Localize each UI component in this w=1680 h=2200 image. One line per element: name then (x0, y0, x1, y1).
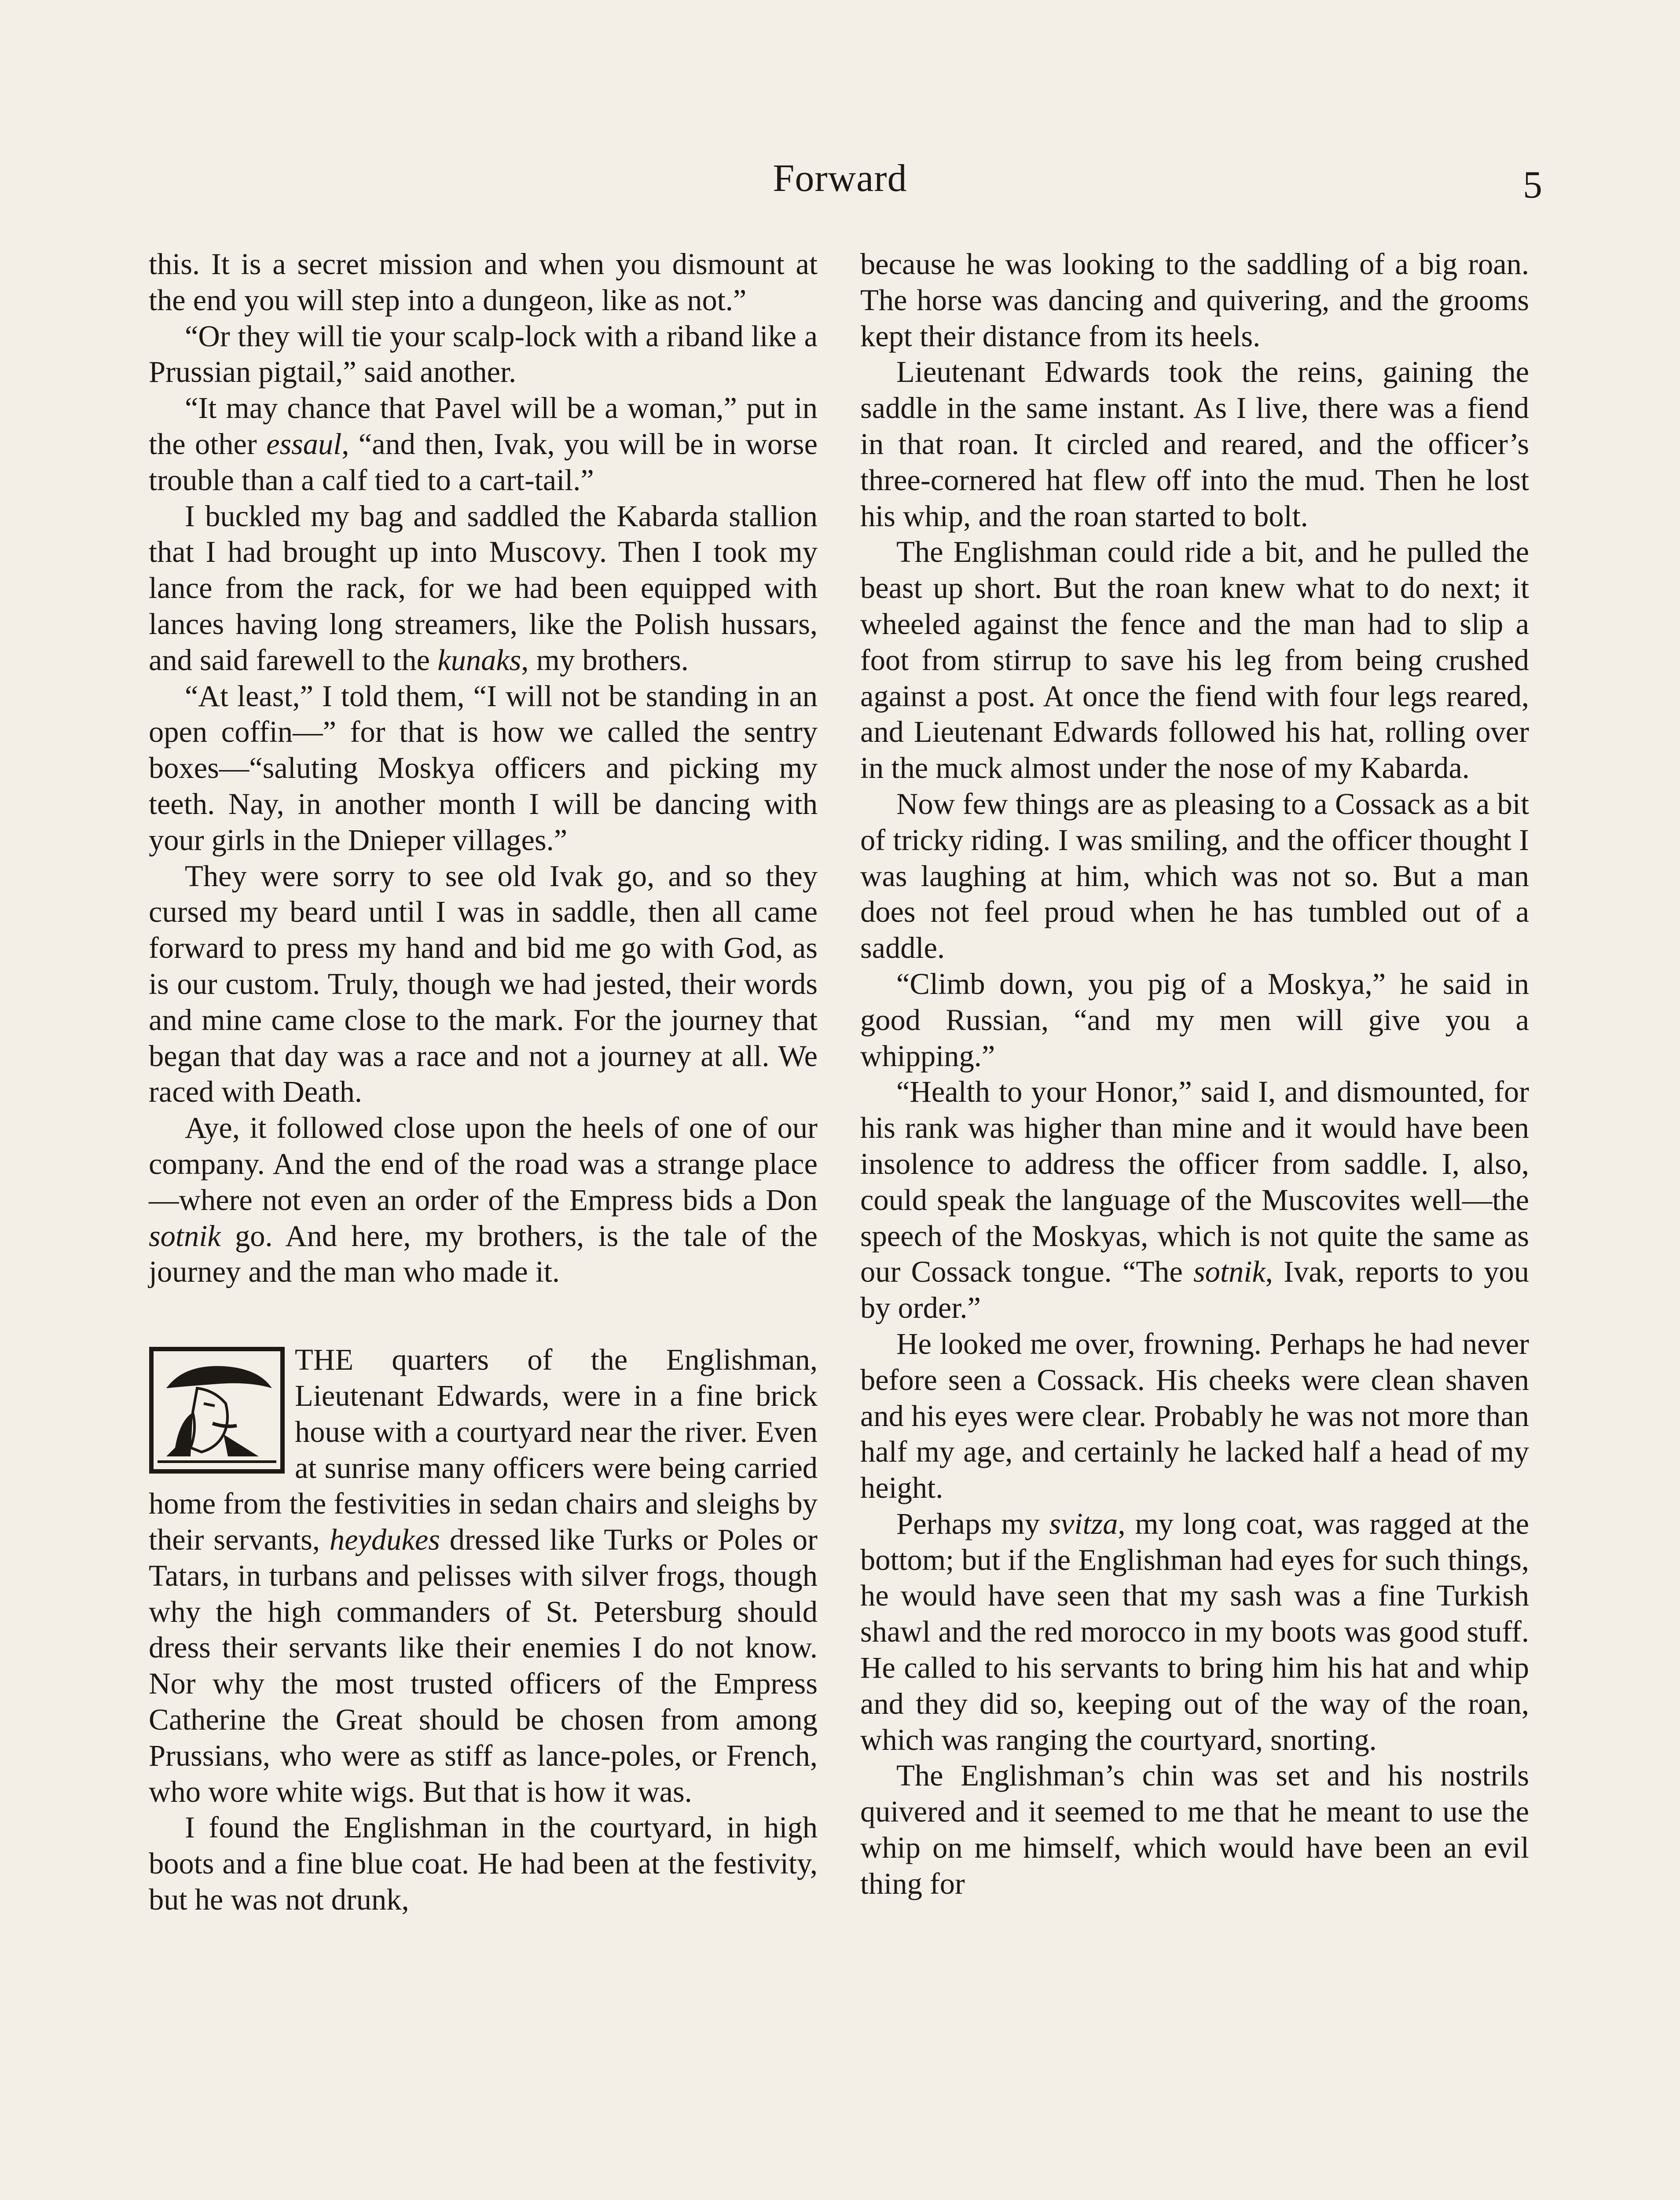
right-column-paragraph: The Englishman could ride a bit, and he pulled the beast up short. But the roan knew what to do next; it wheeled against the fence and the man had to slip a foot from stirrup to save his leg from being crushed against a post. At once the fiend with four legs reared, and Lieutenant Edwards followed his hat, rolling over in the muck almost under the nose of my Kabarda. (860, 535, 1529, 785)
left-column-paragraph: Aye, it followed close upon the heels of one of our company. And the end of the road was a strange place—where not even an order of the Empress bids a Don sotnik go. And here, my brothers, is the tale of the journey and the man who made it. (149, 1111, 818, 1289)
left-column-paragraph: “It may chance that Pavel will be a woman,” put in the other essaul, “and then, Ivak, you will be in worse trouble than a calf tied to a cart-tail.” (149, 391, 818, 497)
right-column-paragraph: Now few things are as pleasing to a Cossack as a bit of tricky riding. I was smiling, and the officer thought I was laughing at him, which was not so. But a man does not feel proud when he has tumbled out of a saddle. (860, 787, 1529, 965)
page-number: 5 (1523, 164, 1542, 206)
right-column-paragraph: Lieutenant Edwards took the reins, gaining the saddle in the same instant. As I live, there was a fiend in that roan. It circled and reared, and the officer’s three-cornered hat flew off into the mud. Then he lost his whip, and the roan started to bolt. (860, 355, 1529, 533)
left-column-paragraph: “At least,” I told them, “I will not be standing in an open coffin—” for that is how we called the sentry boxes—“saluting Moskya officers and picking my teeth. Nay, in another month I will be dancing with your girls in the Dnieper villages.” (149, 679, 818, 857)
italic-term: kunaks (437, 643, 521, 677)
right-column-paragraph: “Health to your Honor,” said I, and dismounted, for his rank was higher than mine and it would have been insolence to address the officer from saddle. I, also, could speak the language of the Muscovites well—the speech of the Moskyas, which is not quite the same as our Cossack tongue. “The sotnik, Ivak, reports to you by order.” (860, 1075, 1529, 1325)
woodcut-portrait-icon (149, 1346, 285, 1474)
right-column-paragraph: Perhaps my svitza, my long coat, was ragged at the bottom; but if the Englishman had eyes for such things, he would have seen that my sash was a fine Turkish shawl and the red morocco in my boots was good stuff. He called to his servants to bring him his hat and whip and they did so, keeping out of the way of the roan, which was ranging the courtyard, snorting. (860, 1507, 1530, 1756)
right-column-paragraph: because he was looking to the saddling of a big roan. The horse was dancing and quivering, and the grooms kept their distance from its heels. (860, 247, 1529, 353)
left-column-paragraph: They were sorry to see old Ivak go, and so they cursed my beard until I was in saddle, then all came forward to press my hand and bid me go with God, as is our custom. Truly, though we had jested, their words and mine came close to the mark. For the journey that began that day was a race and not a journey at all. We raced with Death. (149, 859, 818, 1109)
italic-term: sotnik (149, 1219, 221, 1253)
right-column (860, 246, 1529, 1902)
page-title: Forward (773, 157, 907, 200)
left-column (149, 246, 818, 1918)
left-column-paragraph: “Or they will tie your scalp-lock with a riband like a Prussian pigtail,” said another. (149, 319, 818, 389)
right-column-paragraph: The Englishman’s chin was set and his nostrils quivered and it seemed to me that he meant to use the whip on me himself, which would have been an evil thing for (860, 1759, 1529, 1900)
left-column-paragraph: I buckled my bag and saddled the Kabarda stallion that I had brought up into Muscovy. Then I took my lance from the rack, for we had been equipped with lances having long streamers, like the Polish hussars, and said farewell to the kunaks, my brothers. (149, 499, 818, 677)
left-column-paragraph: this. It is a secret mission and when you dismount at the end you will step into a dungeon, like as not.” (149, 247, 818, 317)
italic-term: heydukes (329, 1523, 440, 1557)
right-column-paragraph: He looked me over, frowning. Perhaps he had never before seen a Cossack. His cheeks were clean shaven and his eyes were clear. Probably he was not more than half my age, and certainly he lacked half a head of my height. (860, 1327, 1529, 1505)
italic-term: sotnik (1193, 1255, 1266, 1289)
italic-term: essaul (266, 427, 342, 461)
left-column-paragraph: THE quarters of the Englishman, Lieutenant Edwards, were in a fine brick house with a courtyard near the river. Even at sunrise many officers were being carried home from the festivities in sedan chairs and sleighs by their servants, heydukes dressed like Turks or Poles or Tatars, in turbans and pelisses with silver frogs, though why the high commanders of St. Petersburg should dress their servants like their enemies I do not know. Nor why the most trusted officers of the Empress Catherine the Great should be chosen from among Prussians, who were as stiff as lance-poles, or French, who wore white wigs. But that is how it was. (149, 1343, 818, 1808)
italic-term: svitza (1049, 1507, 1118, 1540)
left-column-paragraph: I found the Englishman in the courtyard, in high boots and a fine blue coat. He had been at the festivity, but he was not drunk, (149, 1811, 818, 1917)
right-column-paragraph: “Climb down, you pig of a Moskya,” he said in good Russian, “and my men will give you a whipping.” (860, 967, 1529, 1073)
